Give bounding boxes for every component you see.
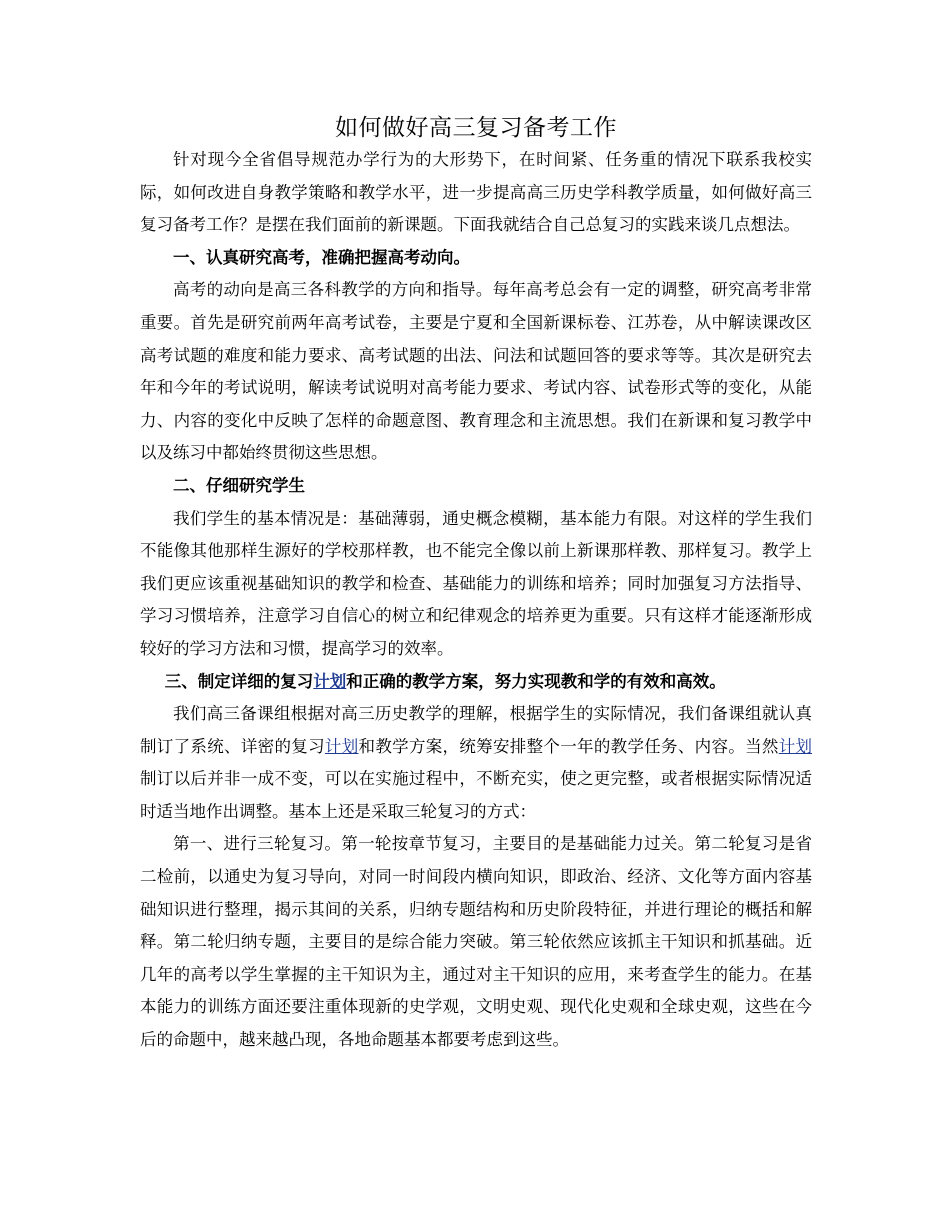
section-3-paragraph: [140, 698, 812, 828]
section-3-text-b: 和教学方案，统筹安排整个一年的教学任务、内容。当然: [358, 736, 779, 756]
section-heading-3-text-a: 三、制定详细的复习: [164, 671, 314, 691]
document-page: [140, 112, 812, 1057]
section-heading-1: 一、认真研究高考，准确把握高考动向。: [173, 247, 470, 267]
section-1-paragraph: 高考的动向是高三各科教学的方向和指导。每年高考总会有一定的调整，研究高考非常重要。首先是研究前两年高考试卷，主要是宁夏和全国新课标卷、江苏卷，从中解读课改区高考试题的难度和能力要求、高考试题的出法、问法和试题回答的要求等等。其次是研究去年和今年的考试说明，解读考试说明对高考能力要求、考试内容、试卷形式等的变化，从能力、内容的变化中反映了怎样的命题意图、教育理念和主流思想。我们在新课和复习教学中以及练习中都始终贯彻这些思想。: [140, 280, 812, 463]
review-rounds-paragraph: 第一、进行三轮复习。第一轮按章节复习，主要目的是基础能力过关。第二轮复习是省二检前，以通史为复习导向，对同一时间段内横向知识，即政治、经济、文化等方面内容基础知识进行整理，揭示其间的关系，归纳专题结构和历史阶段特征，并进行理论的概括和解释。第二轮归纳专题，主要目的是综合能力突破。第三轮依然应该抓主干知识和抓基础。近几年的高考以学生掌握的主干知识为主，通过对主干知识的应用，来考查学生的能力。在基本能力的训练方面还要注重体现新的史学观，文明史观、现代化史观和全球史观，这些在今后的命题中，越来越凸现，各地命题基本都要考虑到这些。: [140, 834, 812, 1050]
section-heading-2: 二、仔细研究学生: [173, 475, 305, 495]
plan-link[interactable]: 计划: [313, 671, 347, 691]
plan-link[interactable]: 计划: [324, 736, 359, 756]
document-title: 如何做好高三复习备考工作: [335, 115, 617, 141]
section-3-text-a: 我们高三备课组根据对高三历史教学的理解，根据学生的实际情况，我们备课组就认真制订了系统、详密的复习: [140, 704, 812, 756]
section-3-text-c: 制订以后并非一成不变，可以在实施过程中，不断充实，使之更完整，或者根据实际情况适时适当地作出调整。基本上还是采取三轮复习的方式：: [140, 769, 812, 821]
intro-paragraph: 针对现今全省倡导规范办学行为的大形势下，在时间紧、任务重的情况下联系我校实际，如何改进自身教学策略和教学水平，进一步提高高三历史学科教学质量，如何做好高三复习备考工作？是摆在我们面前的新课题。下面我就结合自己总复习的实践来谈几点想法。: [140, 150, 812, 235]
section-heading-3-text-b: 和正确的教学方案，努力实现教和学的有效和高效。: [346, 671, 726, 691]
section-2-paragraph: 我们学生的基本情况是：基础薄弱，通史概念模糊，基本能力有限。对这样的学生我们不能像其他那样生源好的学校那样教，也不能完全像以前上新课那样教、那样复习。教学上我们更应该重视基础知识的教学和检查、基础能力的训练和培养；同时加强复习方法指导、学习习惯培养，注意学习自信心的树立和纪律观念的培养更为重要。只有这样才能逐渐形成较好的学习方法和习惯，提高学习的效率。: [140, 508, 812, 658]
section-heading-3: [140, 666, 812, 699]
plan-link[interactable]: 计划: [778, 736, 813, 756]
